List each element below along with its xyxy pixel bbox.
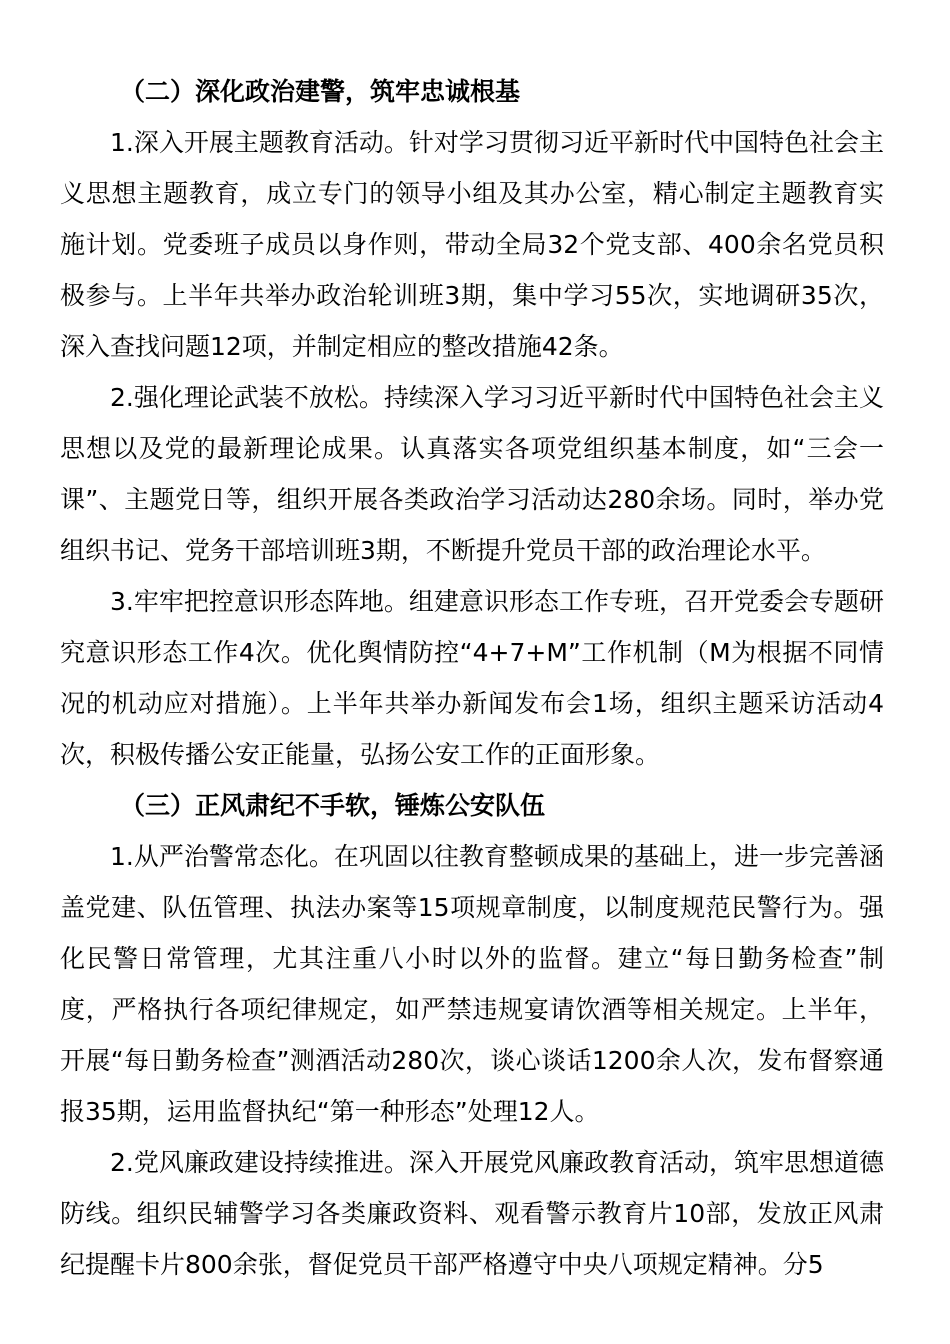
- paragraph-3-2: 2.党风廉政建设持续推进。深入开展党风廉政教育活动，筑牢思想道德防线。组织民辅警学习各类廉政资料、观看警示教育片10部，发放正风肃纪提醒卡片800余张，督促党员干部严格遵守中央八项规定精神。分5: [60, 1148, 884, 1279]
- section-heading-3: （三）正风肃纪不手软，锤炼公安队伍: [120, 791, 546, 820]
- paragraph-2-1: 1.深入开展主题教育活动。针对学习贯彻习近平新时代中国特色社会主义思想主题教育，成立专门的领导小组及其办公室，精心制定主题教育实施计划。党委班子成员以身作则，带动全局32个党支部、400余名党员积极参与。上半年共举办政治轮训班3期，集中学习55次，实地调研35次，深入查找问题12项，并制定相应的整改措施42条。: [60, 128, 884, 361]
- section-heading-2: （二）深化政治建警，筑牢忠诚根基: [120, 77, 521, 106]
- paragraph-2-2: 2.强化理论武装不放松。持续深入学习习近平新时代中国特色社会主义思想以及党的最新理论成果。认真落实各项党组织基本制度，如“三会一课”、主题党日等，组织开展各类政治学习活动达280余场。同时，举办党组织书记、党务干部培训班3期，不断提升党员干部的政治理论水平。: [60, 383, 884, 565]
- paragraph-2-3: 3.牢牢把控意识形态阵地。组建意识形态工作专班，召开党委会专题研究意识形态工作4次。优化舆情防控“4+7+M”工作机制（M为根据不同情况的机动应对措施）。上半年共举办新闻发布会1场，组织主题采访活动4次，积极传播公安正能量，弘扬公安工作的正面形象。: [60, 587, 884, 769]
- paragraph-3-1: 1.从严治警常态化。在巩固以往教育整顿成果的基础上，进一步完善涵盖党建、队伍管理、执法办案等15项规章制度，以制度规范民警行为。强化民警日常管理，尤其注重八小时以外的监督。建立“每日勤务检查”制度，严格执行各项纪律规定，如严禁违规宴请饮酒等相关规定。上半年，开展“每日勤务检查”测酒活动280次，谈心谈话1200余人次，发布督察通报35期，运用监督执纪“第一种形态”处理12人。: [60, 842, 884, 1126]
